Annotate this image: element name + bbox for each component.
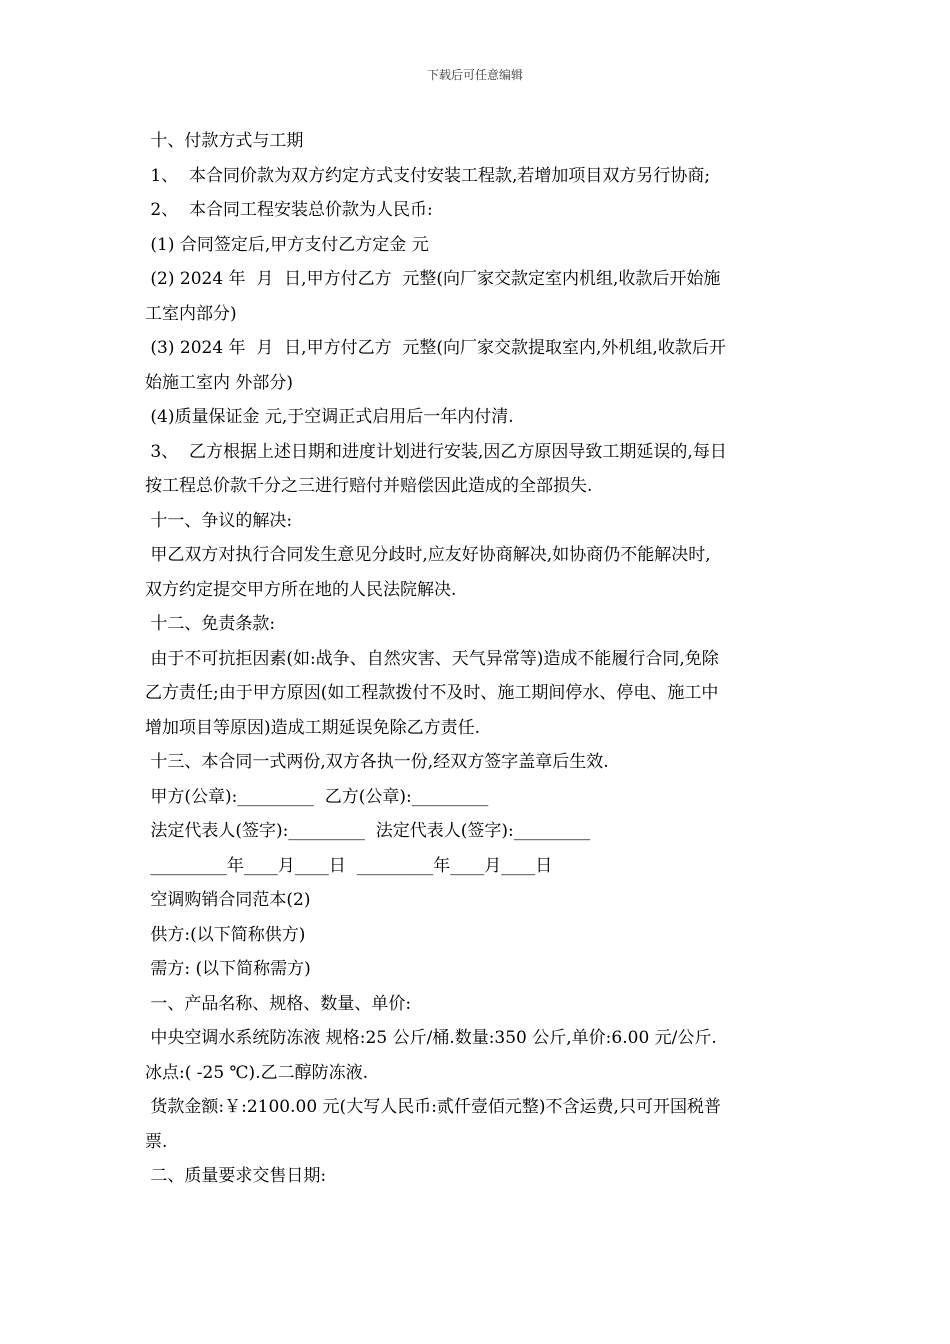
section-heading-exemption: 十二、免责条款:	[145, 614, 276, 634]
paragraph-line: 甲乙双方对执行合同发生意见分歧时,应友好协商解决,如协商仍不能解决时,	[145, 545, 711, 565]
section-heading-product: 一、产品名称、规格、数量、单价:	[145, 993, 412, 1014]
section-heading-quality: 二、质量要求交售日期:	[145, 1166, 327, 1186]
paragraph-line: 按工程总价款千分之三进行赔付并赔偿因此造成的全部损失.	[145, 476, 593, 496]
paragraph-line: 货款金额:￥:2100.00 元(大写人民币:贰仟壹佰元整)不含运费,只可开国税普	[145, 1097, 721, 1117]
signature-line-date: _________年____月____日 _________年____月____日	[145, 855, 553, 876]
signature-line-representative: 法定代表人(签字):_________ 法定代表人(签字):_________	[145, 821, 591, 841]
buyer-line: 需方: (以下简称需方)	[145, 959, 311, 979]
paragraph-line: 双方约定提交甲方所在地的人民法院解决.	[145, 579, 457, 600]
section-heading-copies: 十三、本合同一式两份,双方各执一份,经双方签字盖章后生效.	[145, 752, 609, 772]
paragraph-line: (1) 合同签定后,甲方支付乙方定金 元	[145, 234, 429, 255]
document-body	[145, 124, 810, 1194]
supplier-line: 供方:(以下简称供方)	[145, 924, 306, 945]
paragraph-line: 乙方责任;由于甲方原因(如工程款拨付不及时、施工期间停水、停电、施工中	[145, 683, 719, 703]
paragraph-line: 工室内部分)	[145, 303, 237, 324]
paragraph-line: (4)质量保证金 元,于空调正式启用后一年内付清.	[145, 407, 514, 427]
paragraph-line: 2、 本合同工程安装总价款为人民币:	[145, 200, 433, 220]
paragraph-line: 增加项目等原因)造成工期延误免除乙方责任.	[145, 717, 481, 738]
section-heading-payment: 十、付款方式与工期	[145, 131, 304, 151]
section-heading-dispute: 十一、争议的解决:	[145, 510, 293, 531]
paragraph-line: 票.	[145, 1131, 168, 1152]
paragraph-line: 由于不可抗拒因素(如:战争、自然灾害、天气异常等)造成不能履行合同,免除	[145, 648, 719, 669]
paragraph-line: 冰点:( -25 ℃).乙二醇防冻液.	[145, 1062, 369, 1083]
paragraph-line: 始施工室内 外部分)	[145, 372, 294, 393]
signature-line-seal: 甲方(公章):_________ 乙方(公章):_________	[145, 786, 489, 807]
contract-title: 空调购销合同范本(2)	[145, 890, 311, 910]
page-header: 下载后可任意编辑	[426, 68, 523, 82]
paragraph-line: 3、 乙方根据上述日期和进度计划进行安装,因乙方原因导致工期延误的,每日	[145, 441, 727, 462]
paragraph-line: (3) 2024 年 月 日,甲方付乙方 元整(向厂家交款提取室内,外机组,收款后开	[145, 338, 726, 358]
paragraph-line: 中央空调水系统防冻液 规格:25 公斤/桶.数量:350 公斤,单价:6.00 元/公斤.	[145, 1028, 717, 1048]
paragraph-line: (2) 2024 年 月 日,甲方付乙方 元整(向厂家交款定室内机组,收款后开始施	[145, 269, 721, 289]
paragraph-line: 1、 本合同价款为双方约定方式支付安装工程款,若增加项目双方另行协商;	[145, 165, 711, 186]
